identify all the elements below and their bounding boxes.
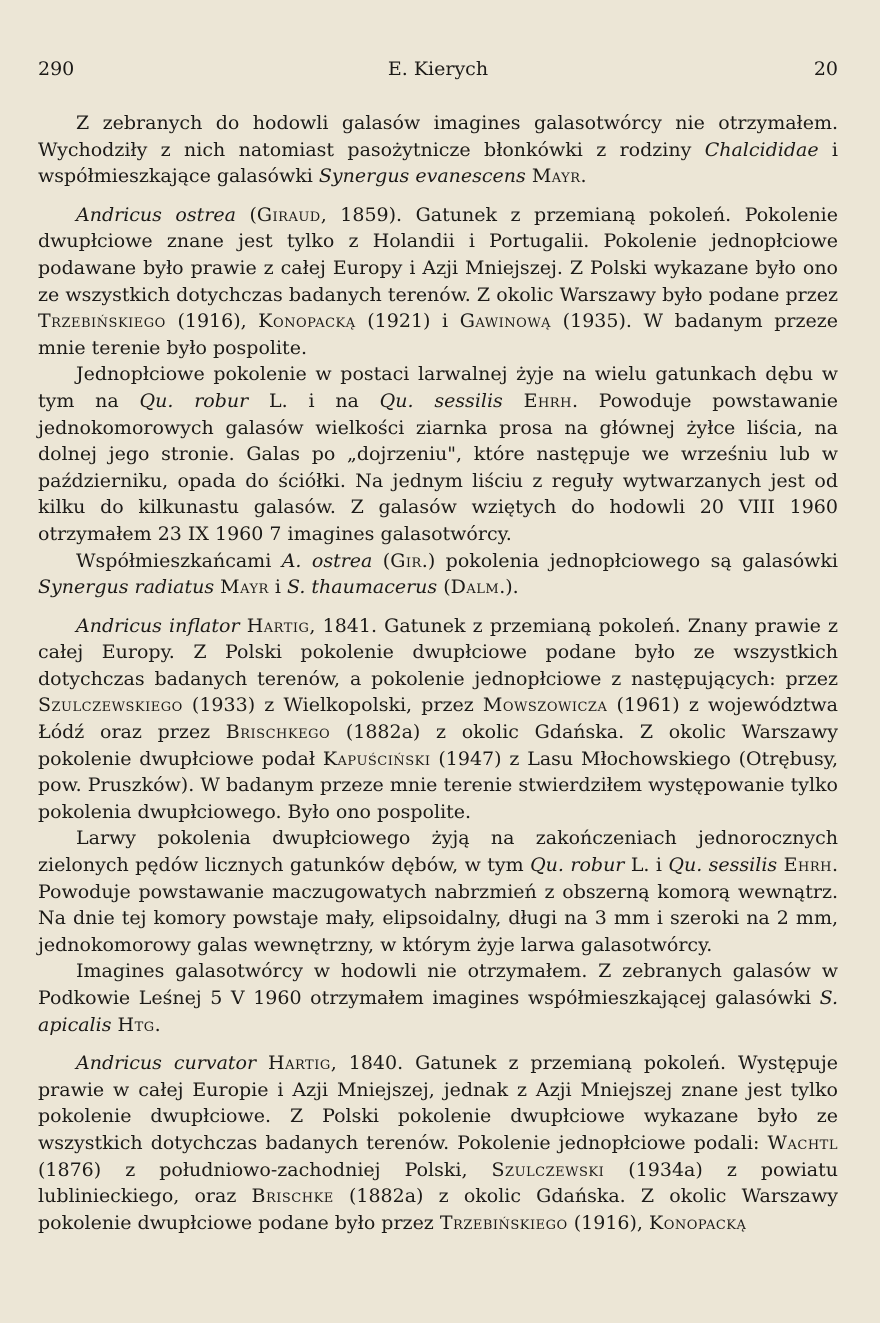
page-number-left: 290 — [38, 58, 75, 80]
paragraph-4: Współmieszkańcami A. ostrea (Gir.) pokolenia jednopłciowego są galasówki Synergus radiatus Mayr i S. thaumacerus (Dalm.). — [38, 549, 838, 599]
paragraph-5: Andricus inflator Hartig, 1841. Gatunek z przemianą pokoleń. Znany prawie z całej Europy. Z Polski pokolenie dwupłciowe podane było ze wszystkich dotychczas badanych terenów, a pokolenie jednopłciowe z następujących: przez Szulczewskiego (1933) z Wielkopolski, przez Mowszowicza (1961) z województwa Łódź oraz przez Brischkego (1882a) z okolic Gdańska. Z okolic Warszawy pokolenie dwupłciowe podał Kapuściński (1947) z Lasu Młochowskiego (Otrębusy, pow. Pruszków). W badanym przeze mnie terenie stwierdziłem występowanie tylko pokolenia dwupłciowego. Było ono pospolite. — [38, 614, 839, 823]
page-body — [38, 110, 838, 1236]
running-title: E. Kierych — [387, 58, 489, 80]
paragraph-1: Z zebranych do hodowli galasów imagines galasotwórcy nie otrzymałem. Wychodziły z nich natomiast pasożytnicze błonkówki z rodziny Chalcididae i współmieszkające galasówki Synergus evanescens Mayr. — [38, 112, 839, 188]
paragraph-6: Larwy pokolenia dwupłciowego żyją na zakończeniach jednorocznych zielonych pędów licznych gatunków dębów, w tym Qu. robur L. i Qu. sessilis Ehrh. Powoduje powstawanie maczugowatych nabrzmień z obszerną komorą wewnątrz. Na dnie tej komory powstaje mały, elipsoidalny, długi na 3 mm i szeroki na 2 mm, jednokomorowy galas wewnętrzny, w którym żyje larwa galasotwórcy. — [38, 827, 838, 956]
page-header — [38, 58, 838, 88]
paragraph-7: Imagines galasotwórcy w hodowli nie otrzymałem. Z zebranych galasów w Podkowie Leśnej 5 V 1960 otrzymałem imagines współmieszkającej galasówki S. apicalis Htg. — [38, 960, 838, 1036]
paragraph-3: Jednopłciowe pokolenie w postaci larwalnej żyje na wielu gatunkach dębu w tym na Qu. robur L. i na Qu. sessilis Ehrh. Powoduje powstawanie jednokomorowych galasów wielkości ziarnka prosa na głównej żyłce liścia, na dolnej jego stronie. Galas po „dojrzeniu", które następuje we wrześniu lub w październiku, opada do ściółki. Na jednym liściu z reguły wytwarzanych jest od kilku do kilkunastu galasów. Z galasów wziętych do hodowli 20 VIII 1960 otrzymałem 23 IX 1960 7 imagines galasotwórcy. — [38, 363, 838, 545]
paragraph-2: Andricus ostrea (Giraud, 1859). Gatunek z przemianą pokoleń. Pokolenie dwupłciowe znane jest tylko z Holandii i Portugalii. Pokolenie jednopłciowe podawane było prawie z całej Europy i Azji Mniejszej. Z Polski wykazane było ono ze wszystkich dotychczas badanych terenów. Z okolic Warszawy było podane przez Trzebińskiego (1916), Konopacką (1921) i Gawinową (1935). W badanym przeze mnie terenie było pospolite. — [38, 203, 839, 359]
page-number-right: 20 — [813, 58, 838, 80]
paragraph-8: Andricus curvator Hartig, 1840. Gatunek z przemianą pokoleń. Występuje prawie w całej Europie i Azji Mniejszej, jednak z Azji Mniejszej znane jest tylko pokolenie dwupłciowe. Z Polski pokolenie dwupłciowe wykazane było ze wszystkich dotychczas badanych terenów. Pokolenie jednopłciowe podali: Wachtl (1876) z południowo-zachodniej Polski, Szulczewski (1934a) z powiatu lublinieckiego, oraz Brischke (1882a) z okolic Gdańska. Z okolic Warszawy pokolenie dwupłciowe podane było przez Trzebińskiego (1916), Konopacką — [38, 1052, 838, 1234]
